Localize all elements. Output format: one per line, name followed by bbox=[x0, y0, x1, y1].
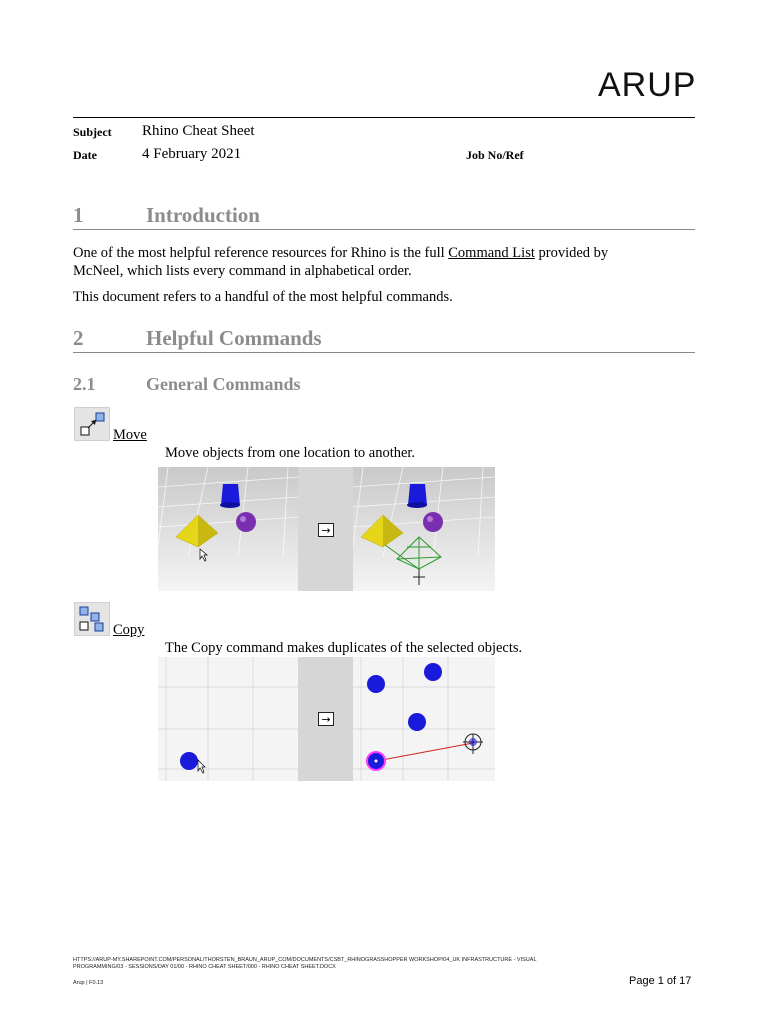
footer-path-line-2: PROGRAMMING/03 - SESSIONS/DAY 01/00 - RHINO CHEAT SHEET/000 - RHINO CHEAT SHEET.DOCX bbox=[73, 964, 336, 970]
copy-illustration bbox=[158, 657, 495, 781]
intro-text-before: One of the most helpful reference resources for Rhino is the full bbox=[73, 245, 449, 261]
section-1-number: 1 bbox=[73, 203, 84, 227]
section-2-1-number: 2.1 bbox=[73, 374, 96, 394]
intro-paragraph-2: This document refers to a handful of the most helpful commands. bbox=[73, 289, 453, 305]
subject-value: Rhino Cheat Sheet bbox=[142, 123, 255, 139]
arup-logo: ARUP bbox=[598, 66, 697, 104]
section-2-rule bbox=[73, 352, 695, 353]
copy-icon[interactable] bbox=[74, 602, 110, 636]
copy-arrow-icon: → bbox=[318, 712, 334, 726]
section-2-number: 2 bbox=[73, 326, 84, 350]
move-illustration bbox=[158, 467, 495, 591]
section-1-rule bbox=[73, 229, 695, 230]
command-list-link[interactable]: Command List bbox=[448, 245, 535, 261]
date-label: Date bbox=[73, 148, 97, 162]
move-command-link[interactable]: Move bbox=[113, 427, 147, 443]
section-2-title: Helpful Commands bbox=[146, 326, 322, 350]
intro-text-after: provided by bbox=[534, 245, 609, 261]
intro-text-line2: McNeel, which lists every command in alphabetical order. bbox=[73, 263, 412, 279]
date-value: 4 February 2021 bbox=[142, 146, 242, 162]
move-icon[interactable] bbox=[74, 407, 110, 441]
copy-before-viewport bbox=[158, 657, 298, 781]
move-before-viewport bbox=[158, 467, 298, 591]
subject-label: Subject bbox=[73, 125, 112, 139]
footer-path bbox=[73, 957, 633, 971]
copy-description: The Copy command makes duplicates of the selected objects. bbox=[165, 640, 523, 656]
page-number: Page 1 of 17 bbox=[629, 975, 692, 987]
jobref-label: Job No/Ref bbox=[466, 148, 524, 162]
move-description: Move objects from one location to another. bbox=[165, 445, 416, 461]
copy-after-viewport bbox=[353, 657, 495, 781]
footer-path-line-1: HTTPS://ARUP-MY.SHAREPOINT.COM/PERSONAL/THORSTEN_BRAUN_ARUP_COM/DOCUMENTS/CSBT_RHINOGRASSHOPPER WORKSHOP/04_UK INFRASTRUCTURE - VISUAL bbox=[73, 957, 537, 963]
copy-command-link[interactable]: Copy bbox=[113, 622, 145, 638]
move-after-viewport bbox=[353, 467, 495, 591]
section-1-title: Introduction bbox=[146, 203, 260, 227]
header-rule bbox=[73, 117, 695, 118]
move-arrow-icon: → bbox=[318, 523, 334, 537]
footer-form-code: Arup | F0.13 bbox=[73, 980, 104, 986]
copy-transition bbox=[298, 657, 353, 781]
section-2-1-title: General Commands bbox=[146, 374, 301, 394]
intro-paragraph-1 bbox=[73, 244, 695, 280]
move-transition bbox=[298, 467, 353, 591]
